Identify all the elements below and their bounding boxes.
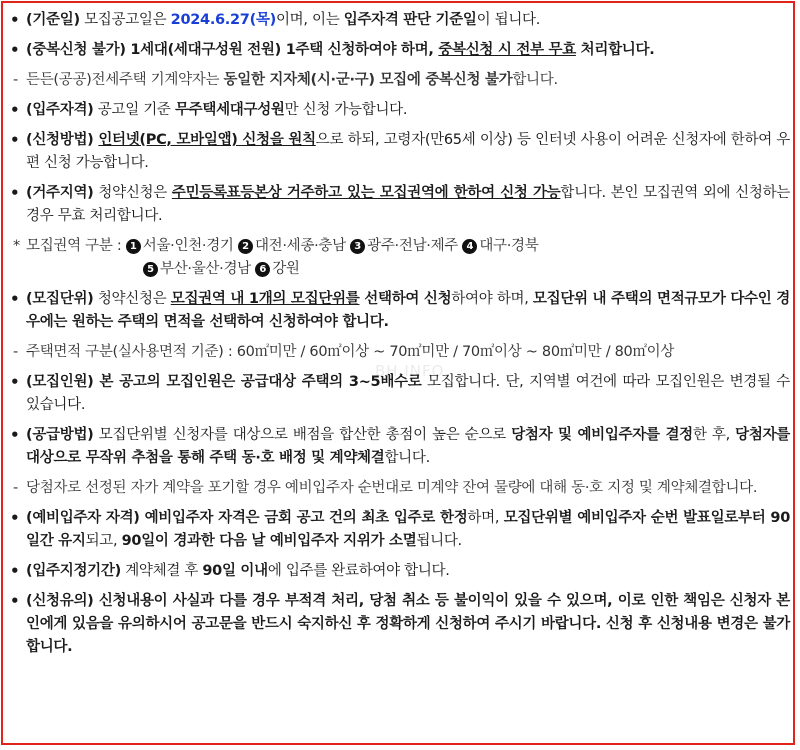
region-number-icon: 2 — [238, 239, 253, 254]
bullet: • — [10, 41, 20, 59]
bullet: • — [10, 426, 20, 444]
notice-item-recruit-count: • (모집인원) 본 공고의 모집인원은 공급대상 주택의 3~5배수로 모집합니다. 단, 지역별 여건에 따라 모집인원은 변경될 수 있습니다. — [10, 373, 790, 413]
notice-item-region: • (거주지역) 청약신청은 주민등록표등본상 거주하고 있는 모집권역에 한하여 신청 가능합니다. 본인 모집권역 외에 신청하는 경우 무효 처리합니다. — [10, 184, 790, 224]
bullet: • — [10, 562, 20, 580]
notice-item-caution: • (신청유의) 신청내용이 사실과 다를 경우 부적격 처리, 당첨 취소 등 불이익이 있을 수 있으며, 이로 인한 책임은 신청자 본인에게 있음을 유의하시어 공고문을 반드시 숙지하신 후 정확하게 신청하여 주시기 바랍니다. 신청 후 신청내용 변경은 불가합니다. — [10, 592, 790, 655]
notice-item-unit: • (모집단위) 청약신청은 모집권역 내 1개의 모집단위를 선택하여 신청하여야 하며, 모집단위 내 주택의 면적규모가 다수인 경우에는 원하는 주택의 면적을 선택하여 신청하여야 합니다. — [10, 290, 790, 330]
region-number-icon: 4 — [462, 239, 477, 254]
announcement-date: 2024.6.27(목) — [170, 12, 276, 28]
notice-sub-area: - 주택면적 구분(실사용면적 기준) : 60㎡미만 / 60㎡이상 ~ 70㎡미만 / 70㎡이상 ~ 80㎡미만 / 80㎡이상 — [13, 344, 675, 360]
bullet: • — [10, 131, 20, 149]
bullet: • — [10, 184, 20, 202]
notice-item-move-in: • (입주지정기간) 계약체결 후 90일 이내에 입주를 완료하여야 합니다. — [10, 560, 790, 583]
notice-sub-duplicate: - 든든(공공)전세주택 기계약자는 동일한 지자체(시·군·구) 모집에 중복신청 불가합니다. — [13, 72, 558, 88]
region-number-icon: 5 — [143, 262, 158, 277]
notice-sub-supply: - 당첨자로 선정된 자가 계약을 포기할 경우 예비입주자 순번대로 미계약 잔여 물량에 대해 동·호 지정 및 계약체결합니다. — [13, 480, 758, 496]
bullet: • — [10, 592, 20, 610]
notice-item-supply-method: • (공급방법) 모집단위별 신청자를 대상으로 배점을 합산한 총점이 높은 순으로 당첨자 및 예비입주자를 결정한 후, 당첨자를 대상으로 무작위 추첨을 통해 주택 동·호 배정 및 계약체결합니다. — [10, 426, 790, 466]
watermark: BH INFO — [375, 362, 445, 380]
region-number-icon: 6 — [255, 262, 270, 277]
notice-item-method: • (신청방법) 인터넷(PC, 모바일앱) 신청을 원칙으로 하되, 고령자(만65세 이상) 등 인터넷 사용이 어려운 신청자에 한하여 우편 신청 가능합니다. — [10, 131, 790, 171]
region-number-icon: 1 — [126, 239, 141, 254]
bullet: • — [10, 373, 20, 391]
region-list: * 모집권역 구분 : 1 서울·인천·경기 2 대전·세종·충남 3 광주·전남·제주 4 대구·경북 5 부산·울산·경남 6 강원 — [13, 238, 539, 277]
notice-item-base-date: • (기준일) 모집공고일은 2024.6.27(목)이며, 이는 입주자격 판단 기준일이 됩니다. — [10, 9, 790, 32]
notice-content — [10, 9, 790, 666]
bullet: • — [10, 101, 20, 119]
notice-item-waitlist: • (예비입주자 자격) 예비입주자 자격은 금회 공고 건의 최초 입주로 한정하며, 모집단위별 예비입주자 순번 발표일로부터 90일간 유지되고, 90일이 경과한 다음 날 예비입주자 지위가 소멸됩니다. — [10, 509, 790, 549]
notice-item-duplicate: • (중복신청 불가) 1세대(세대구성원 전원) 1주택 신청하여야 하며, 중복신청 시 전부 무효 처리합니다. — [10, 39, 790, 62]
bullet: • — [10, 509, 20, 527]
bullet: • — [10, 290, 20, 308]
bullet: • — [10, 11, 20, 29]
notice-item-eligibility: • (입주자격) 공고일 기준 무주택세대구성원만 신청 가능합니다. — [10, 99, 790, 122]
region-number-icon: 3 — [350, 239, 365, 254]
